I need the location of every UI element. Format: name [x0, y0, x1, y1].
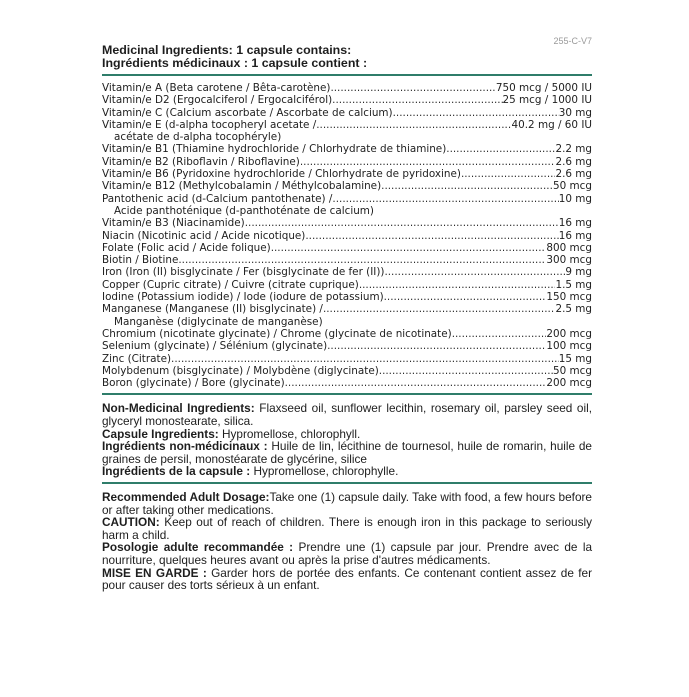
dosage-en	[102, 491, 592, 516]
ingredient-amount: 2.2 mg	[555, 143, 592, 156]
capsule-fr	[102, 465, 592, 478]
ingredient-row	[102, 119, 592, 131]
dot-leader	[271, 242, 547, 254]
non-medicinal-text: Flaxseed oil, sunflower lecithin, rosemary oil, parsley seed oil, glyceryl monostearate, silica.	[102, 401, 593, 429]
ingredient-amount: 10 mg	[558, 192, 592, 205]
dosage-fr	[102, 541, 592, 566]
ingredient-table	[102, 82, 592, 389]
ingredient-amount: 2.6 mg	[555, 155, 592, 168]
ingredient-row	[102, 230, 592, 242]
ingredient-name-continuation: acétate de d-alpha tocophéryle)	[114, 131, 282, 144]
divider-rule	[102, 74, 592, 76]
dot-leader	[171, 353, 559, 365]
dot-leader	[384, 291, 547, 303]
capsule-text: Hypromellose, chlorophyll.	[218, 426, 361, 441]
ingredient-amount: 200 mcg	[546, 327, 592, 340]
caution-fr	[102, 567, 592, 592]
dot-leader	[461, 168, 556, 180]
ingredient-amount: 15 mg	[558, 352, 592, 365]
ingredient-name: Molybdenum (bisglycinate) / Molybdène (diglycinate)	[102, 364, 379, 377]
ingredient-amount: 200 mcg	[546, 377, 592, 390]
non-medicinal-fr	[102, 440, 592, 465]
ingredient-row	[102, 266, 592, 278]
ingredient-amount: 16 mg	[558, 229, 592, 242]
ingredient-name: Vitamin/e B12 (Methylcobalamin / Méthylcobalamine)	[102, 180, 382, 193]
dot-leader	[332, 193, 558, 205]
ingredient-name: Vitamin/e A (Beta carotene / Bêta-carotène)	[102, 82, 331, 94]
non-medicinal-section	[102, 402, 592, 478]
dot-leader	[305, 230, 558, 242]
ingredient-name: Biotin / Biotine	[102, 254, 179, 267]
ingredient-name: Boron (glycinate) / Bore (glycinate)	[102, 377, 285, 390]
ingredient-name: Manganese (Manganese (II) bisglycinate) /	[102, 303, 323, 316]
ingredient-amount: 1.5 mg	[555, 278, 592, 291]
ingredient-name: Vitamin/e B2 (Riboflavin / Riboflavine)	[102, 155, 300, 168]
ingredient-name: Vitamin/e B6 (Pyridoxine hydrochloride / Chlorhydrate de pyridoxine)	[102, 168, 461, 181]
dosage-text: Take one (1) capsule daily. Take with food, a few hours before or after taking other medications.	[102, 489, 592, 517]
ingredient-row	[102, 82, 592, 94]
ingredient-row	[102, 242, 592, 254]
ingredient-amount: 50 mcg	[553, 180, 592, 193]
ingredient-amount: 2.5 mg	[555, 303, 592, 316]
dot-leader	[381, 180, 553, 192]
divider-rule	[102, 393, 592, 395]
ingredient-row	[102, 107, 592, 119]
ingredient-row	[102, 180, 592, 192]
divider-rule	[102, 482, 592, 484]
medicinal-header	[102, 44, 592, 69]
dot-leader	[316, 119, 511, 131]
ingredient-amount: 30 mg	[558, 106, 592, 119]
dot-leader	[393, 107, 559, 119]
ingredient-amount: 800 mcg	[546, 241, 592, 254]
dot-leader	[446, 143, 555, 155]
ingredient-row	[102, 156, 592, 168]
ingredient-row	[102, 94, 592, 106]
medicinal-header-en: Medicinal Ingredients: 1 capsule contains:	[102, 43, 352, 57]
ingredient-name: Vitamin/e E (d-alpha tocopheryl acetate /	[102, 118, 317, 131]
capsule-fr-label: Ingrédients de la capsule :	[102, 464, 251, 479]
ingredient-row	[102, 193, 592, 205]
ingredient-row	[102, 365, 592, 377]
ingredient-name: Vitamin/e C (Calcium ascorbate / Ascorbate de calcium)	[102, 106, 393, 119]
dot-leader	[300, 156, 556, 168]
ingredient-name-continuation: Acide panthoténique (d-panthoténate de calcium)	[114, 204, 374, 217]
non-medicinal-fr-text: Huile de lin, lécithine de tournesol, huile de romarin, huile de graines de persil, monostéarate de glycérine, silice	[102, 439, 592, 466]
caution-fr-text: Garder hors de portée des enfants. Ce contenant contient assez de fer pour causer des torts sérieux à un enfant.	[102, 565, 593, 593]
ingredient-row	[102, 340, 592, 352]
ingredient-name: Zinc (Citrate)	[102, 352, 172, 365]
ingredient-amount: 150 mcg	[546, 291, 592, 304]
caution-fr-label: MISE EN GARDE :	[102, 565, 207, 580]
ingredient-name: Pantothenic acid (d-Calcium pantothenate) /	[102, 192, 333, 205]
ingredient-amount: 9 mg	[565, 266, 592, 279]
ingredient-name: Niacin (Nicotinic acid / Acide nicotique)	[102, 229, 306, 242]
ingredient-row	[102, 217, 592, 229]
medicinal-header-fr: Ingrédients médicinaux : 1 capsule contient :	[102, 55, 368, 70]
ingredient-name: Iron (Iron (II) bisglycinate / Fer (bisglycinate de fer (II))	[102, 266, 385, 279]
ingredient-name: Vitamin/e B1 (Thiamine hydrochloride / Chlorhydrate de thiamine)	[102, 143, 447, 156]
ingredient-amount: 40.2 mg / 60 IU	[511, 118, 592, 131]
dosage-fr-label: Posologie adulte recommandée :	[102, 540, 294, 555]
caution-label: CAUTION:	[102, 515, 160, 530]
ingredient-row	[102, 303, 592, 315]
ingredient-name: Selenium (glycinate) / Sélénium (glycinate)	[102, 340, 328, 353]
dot-leader	[178, 254, 546, 266]
ingredient-amount: 100 mcg	[546, 340, 592, 353]
dot-leader	[384, 266, 565, 278]
caution-text: Keep out of reach of children. There is enough iron in this package to seriously harm a child.	[102, 515, 592, 542]
dot-leader	[245, 217, 559, 229]
ingredient-name: Iodine (Potassium iodide) / Iode (iodure de potassium)	[102, 291, 384, 304]
ingredient-row	[102, 291, 592, 303]
non-medicinal-fr-label: Ingrédients non-médicinaux :	[102, 439, 268, 454]
ingredient-row	[102, 168, 592, 180]
ingredient-amount: 25 mcg / 1000 IU	[502, 94, 592, 107]
ingredient-row	[102, 328, 592, 340]
ingredient-amount: 16 mg	[558, 217, 592, 230]
ingredient-row	[102, 143, 592, 155]
non-medicinal-en	[102, 402, 592, 427]
dot-leader	[327, 340, 546, 352]
ingredient-name: Chromium (nicotinate glycinate) / Chrome (glycinate de nicotinate)	[102, 327, 452, 340]
non-medicinal-label: Non-Medicinal Ingredients:	[102, 401, 255, 416]
lot-code: 255-C-V7	[553, 36, 592, 46]
ingredient-row	[102, 254, 592, 266]
dot-leader	[379, 365, 553, 377]
capsule-label: Capsule Ingredients:	[102, 426, 219, 441]
ingredient-row	[102, 377, 592, 389]
ingredient-name: Vitamin/e B3 (Niacinamide)	[102, 217, 245, 230]
dot-leader	[323, 303, 556, 315]
dot-leader	[330, 82, 495, 94]
ingredient-amount: 300 mcg	[546, 254, 592, 267]
ingredient-row	[102, 353, 592, 365]
supplement-label	[102, 36, 592, 592]
caution-en	[102, 516, 592, 541]
dosage-label: Recommended Adult Dosage:	[102, 489, 270, 504]
ingredient-row	[102, 279, 592, 291]
ingredient-amount: 2.6 mg	[555, 168, 592, 181]
dot-leader	[359, 279, 556, 291]
dosage-fr-text: Prendre une (1) capsule par jour. Prendre avec de la nourriture, quelques heures avant ou après la prise d'autres médicaments.	[102, 540, 592, 567]
dot-leader	[452, 328, 547, 340]
dot-leader	[332, 94, 502, 106]
ingredient-amount: 50 mcg	[553, 364, 592, 377]
ingredient-name: Vitamin/e D2 (Ergocalciferol / Ergocalciférol)	[102, 94, 333, 107]
ingredient-name: Folate (Folic acid / Acide folique)	[102, 241, 271, 254]
capsule-fr-text: Hypromellose, chlorophylle.	[250, 464, 399, 479]
dot-leader	[285, 377, 547, 389]
ingredient-name-continuation: Manganèse (diglycinate de manganèse)	[114, 315, 323, 328]
ingredient-name: Copper (Cupric citrate) / Cuivre (citrate cuprique)	[102, 278, 359, 291]
ingredient-amount: 750 mcg / 5000 IU	[495, 82, 592, 94]
dosage-section	[102, 491, 592, 592]
